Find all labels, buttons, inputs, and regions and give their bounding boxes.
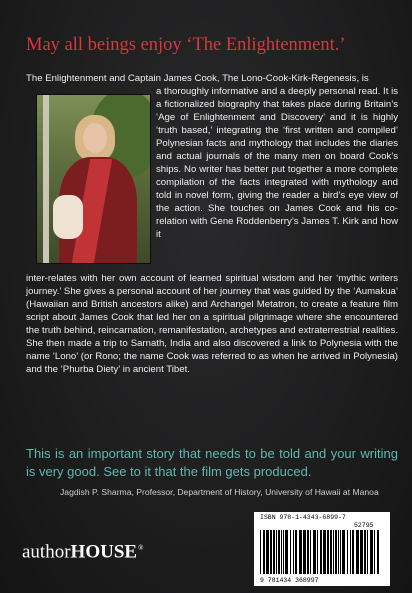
barcode-bar bbox=[270, 530, 272, 574]
description-first-line: The Enlightenment and Captain James Cook, The Lono-Cook-Kirk-Regenesis, is bbox=[26, 73, 369, 84]
barcode-bar bbox=[263, 530, 265, 574]
barcode-bar bbox=[342, 530, 345, 574]
logo-house-text: HOUSE bbox=[70, 541, 138, 563]
headline: May all beings enjoy ‘The Enlightenment.’ bbox=[26, 35, 346, 55]
barcode-bar bbox=[285, 530, 288, 574]
barcode-bar bbox=[364, 530, 366, 574]
isbn-label: ISBN 978-1-4343-6899-7 bbox=[260, 514, 346, 521]
barcode-bar bbox=[276, 530, 277, 574]
photo-sleeve bbox=[53, 195, 83, 239]
price-code: 52795 bbox=[354, 522, 374, 529]
barcode-bar bbox=[310, 530, 311, 574]
barcode-bar bbox=[266, 530, 269, 574]
barcode-bar bbox=[317, 530, 318, 574]
barcode-bar bbox=[281, 530, 282, 574]
review-quote: This is an important story that needs to be told and your writing is very good. See to it that the film gets produced. bbox=[26, 446, 398, 479]
barcode-bars bbox=[260, 530, 384, 574]
description-wrap-paragraph: a thoroughly informative and a deeply personal read. It is a fictionalized biography that takes place during Britain’s ‘Age of Enlightenment and Discovery’ and it is highly ‘truth based,’ integrating the ‘first written and compiled’ Polynesian facts and mythology that includes the diaries and actual journals of the many men on board Cook’s ships. No writer has better put together a more complete compilation of the facts integrated with mythology and told in novel form, giving the reader a bird’s eye view of the action. She touches on James Cook and his co-relation with Gene Roddenberry’s James T. Kirk and how it bbox=[156, 86, 398, 240]
barcode-bar bbox=[295, 530, 297, 574]
barcode-bar bbox=[352, 530, 354, 574]
barcode-bar bbox=[340, 530, 341, 574]
barcode-bar bbox=[335, 530, 337, 574]
barcode-digits: 9 781434 368997 bbox=[260, 577, 319, 584]
photo-pole bbox=[43, 95, 49, 263]
isbn-barcode bbox=[254, 512, 390, 586]
barcode-bar bbox=[356, 530, 359, 574]
barcode-bar bbox=[290, 530, 291, 574]
barcode-bar bbox=[293, 530, 294, 574]
barcode-bar bbox=[299, 530, 302, 574]
barcode-bar bbox=[347, 530, 348, 574]
quote-attribution: Jagdish P. Sharma, Professor, Department of History, University of Hawaii at Manoa bbox=[60, 487, 379, 497]
barcode-bar bbox=[333, 530, 334, 574]
description-full-paragraph: inter-relates with her own account of learned spiritual wisdom and her ‘mythic writers journey.’ She gives a personal account of her journey that was guided by the ‘Aumakua’ (Hawaiian and British ancestors alike) and Archangel Metatron, to create a feature film script about James Cook that led her on a spiritual pilgrimage where she encountered the truth behind, reincarnation, remanifestation, archetypes and extraterrestrial realities. She then made a trip to Sarnath, India and also discovered a link to Polynesia with the name ‘Lono’ (or Rono; the name Cook was referred to as when he arrived in Polynesia) and the ‘Phurba Diety’ in ancient Tibet. bbox=[26, 273, 398, 375]
barcode-bar bbox=[303, 530, 306, 574]
barcode-bar bbox=[374, 530, 375, 574]
barcode-bar bbox=[278, 530, 280, 574]
barcode-bar bbox=[377, 530, 379, 574]
author-photo bbox=[36, 94, 151, 264]
barcode-bar bbox=[360, 530, 363, 574]
barcode-bar bbox=[350, 530, 351, 574]
barcode-bar bbox=[370, 530, 373, 574]
barcode-bar bbox=[313, 530, 316, 574]
barcode-bar bbox=[330, 530, 332, 574]
barcode-bar bbox=[307, 530, 309, 574]
barcode-bar bbox=[338, 530, 339, 574]
barcode-bar bbox=[323, 530, 326, 574]
barcode-bar bbox=[320, 530, 322, 574]
barcode-bar bbox=[283, 530, 284, 574]
logo-author-text: author bbox=[22, 541, 71, 563]
publisher-logo bbox=[22, 537, 143, 563]
barcode-bar bbox=[327, 530, 329, 574]
barcode-bar bbox=[367, 530, 368, 574]
barcode-bar bbox=[273, 530, 275, 574]
photo-face bbox=[83, 123, 107, 153]
barcode-bar bbox=[260, 530, 261, 574]
logo-registered-mark: ® bbox=[138, 544, 144, 552]
